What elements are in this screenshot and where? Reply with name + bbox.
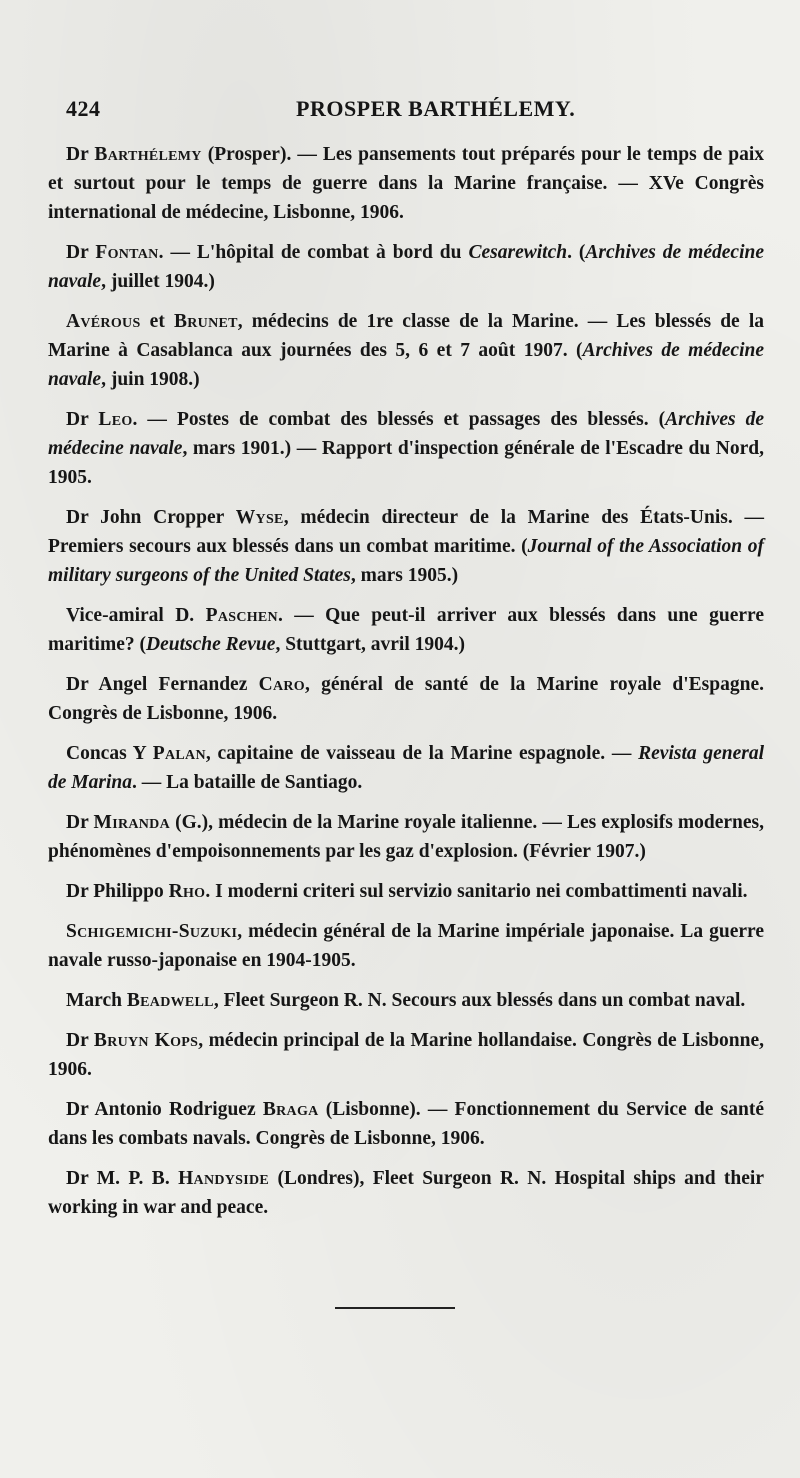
journal-title: Journal of the Association of military surgeons of the United States — [48, 536, 764, 586]
journal-title: Deutsche Revue — [146, 634, 276, 655]
bibliography-entry: Dr Philippo Rho. I moderni criteri sul servizio sanitario nei combattimenti navali. — [66, 881, 748, 902]
bibliography-entry: Dr John Cropper Wyse, médecin directeur de la Marine des États-Unis. — Premiers secours aux blessés dans un combat maritime. (Journal of the Association of military surgeons of the United States, mars 1905.) — [48, 507, 765, 586]
author-name: Barthélemy — [94, 144, 202, 165]
author-name: Avérous — [66, 311, 141, 332]
bibliography-entry: Dr Barthélemy (Prosper). — Les pansements tout préparés pour le temps de paix et surtout pour le temps de guerre dans la Marine française. — XVe Congrès international de médecine, Lisbonne, 1906. — [48, 144, 764, 223]
author-name: Bruyn Kops — [93, 1030, 199, 1051]
bibliography-entry: Dr Antonio Rodriguez Braga (Lisbonne). — Fonctionnement du Service de santé dans les combats navals. Congrès de Lisbonne, 1906. — [48, 1099, 765, 1149]
end-rule — [335, 1307, 455, 1309]
journal-title: Archives de médecine navale — [48, 409, 764, 459]
author-name: Caro — [258, 674, 306, 695]
author-name: Braga — [262, 1099, 319, 1120]
journal-title: Archives de médecine navale — [48, 340, 764, 390]
author-name: Handyside — [178, 1168, 270, 1189]
bibliography-entry: Dr Bruyn Kops, médecin principal de la Marine hollandaise. Congrès de Lisbonne, 1906. — [48, 1030, 765, 1080]
author-name: Miranda — [93, 812, 170, 833]
bibliography-entry: Schigemichi-Suzuki, médecin général de la Marine impériale japonaise. La guerre navale russo-japonaise en 1904-1905. — [48, 921, 764, 971]
author-name: Rho — [168, 881, 206, 902]
bibliography-entry: Avérous et Brunet, médecins de 1re classe de la Marine. — Les blessés de la Marine à Casablanca aux journées des 5, 6 et 7 août 1907. (Archives de médecine navale, juin 1908.) — [48, 311, 765, 390]
running-title: PROSPER BARTHÉLEMY. — [296, 96, 576, 121]
author-name: Paschen — [205, 605, 278, 626]
author-name: Fontan — [95, 242, 159, 263]
author-name: Schigemichi-Suzuki — [66, 921, 238, 942]
author-name: Brunet — [173, 311, 238, 332]
bibliography-entry: Dr M. P. B. Handyside (Londres), Fleet Surgeon R. N. Hospital ships and their working in war and peace. — [48, 1168, 764, 1218]
bibliography-entry: Dr Angel Fernandez Caro, général de santé de la Marine royale d'Espagne. Congrès de Lisbonne, 1906. — [48, 674, 764, 724]
author-name: Leo — [98, 409, 133, 430]
page-number: 424 — [66, 96, 101, 121]
bibliography-entry: Dr Miranda (G.), médecin de la Marine royale italienne. — Les explosifs modernes, phénomènes d'empoisonnements par les gaz d'explosion. (Février 1907.) — [48, 812, 764, 862]
page-header — [66, 96, 746, 126]
bibliography-entry: Concas Y Palan, capitaine de vaisseau de la Marine espagnole. — Revista general de Marina. — La bataille de Santiago. — [48, 743, 765, 793]
author-name: Palan — [152, 743, 206, 764]
bibliography-entry: Dr Fontan. — L'hôpital de combat à bord du Cesarewitch. (Archives de médecine navale, juillet 1904.) — [48, 242, 764, 292]
author-name: Beadwell — [126, 990, 214, 1011]
ship-name: Cesarewitch — [468, 242, 568, 263]
bibliography-list — [48, 140, 764, 1233]
journal-title: Revista general de Marina — [48, 743, 765, 793]
bibliography-entry: Vice-amiral D. Paschen. — Que peut-il arriver aux blessés dans une guerre maritime? (Deutsche Revue, Stuttgart, avril 1904.) — [48, 605, 764, 655]
journal-title: Archives de médecine navale — [48, 242, 764, 292]
bibliography-entry: March Beadwell, Fleet Surgeon R. N. Secours aux blessés dans un combat naval. — [66, 990, 746, 1011]
bibliography-entry: Dr Leo. — Postes de combat des blessés et passages des blessés. (Archives de médecine navale, mars 1901.) — Rapport d'inspection générale de l'Escadre du Nord, 1905. — [48, 409, 764, 488]
author-name: Wyse — [235, 507, 284, 528]
